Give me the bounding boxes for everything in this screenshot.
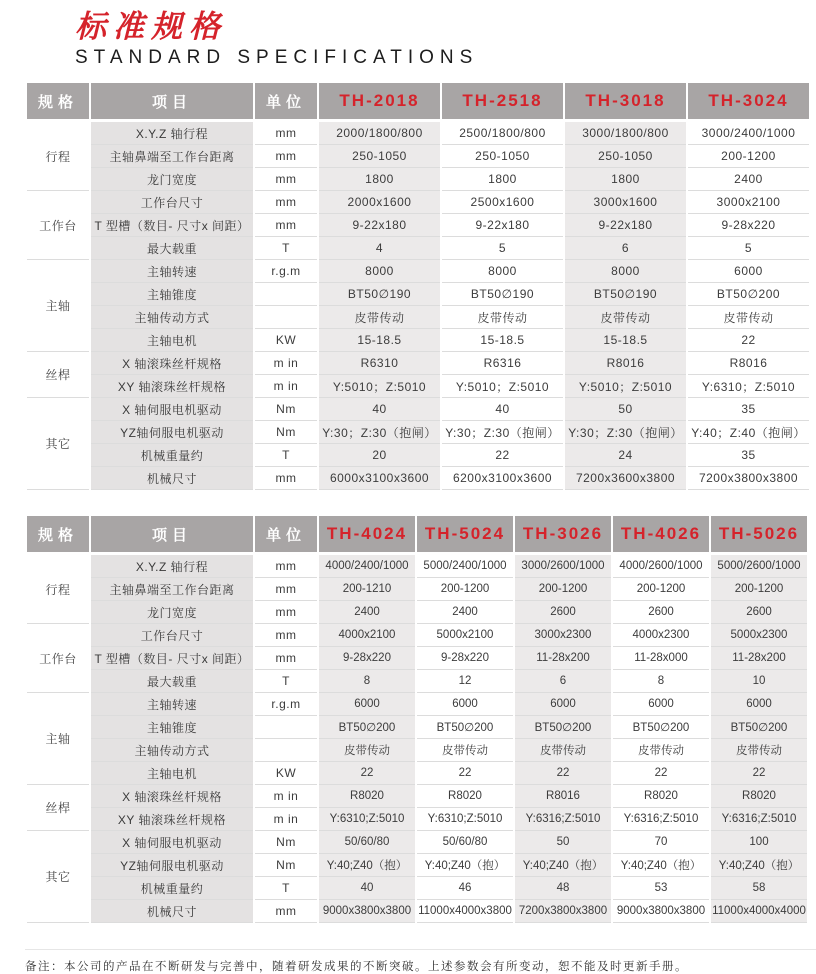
- col-head-model-TH-5026: TH-5026: [711, 516, 807, 555]
- spec-table-2-mount: [25, 516, 816, 923]
- unit-cell: r.g.m: [255, 260, 317, 283]
- unit-cell: [255, 739, 317, 762]
- unit-cell: [255, 283, 317, 306]
- value-cell: 11000x4000x3800: [417, 900, 513, 923]
- value-cell: 40: [319, 398, 440, 421]
- value-cell: BT50∅200: [319, 716, 415, 739]
- value-cell: 2000/1800/800: [319, 122, 440, 145]
- table-row: [27, 191, 809, 214]
- item-cell: 主轴鼻端至工作台距离: [91, 145, 253, 168]
- group-cell-丝桿: 丝桿: [27, 785, 89, 831]
- col-head-item: 项目: [91, 83, 253, 122]
- value-cell: BT50∅200: [417, 716, 513, 739]
- unit-cell: KW: [255, 329, 317, 352]
- table-row: [27, 739, 807, 762]
- spec-table-1: [25, 83, 811, 490]
- value-cell: 46: [417, 877, 513, 900]
- unit-cell: [255, 306, 317, 329]
- value-cell: 11-28x000: [613, 647, 709, 670]
- value-cell: 6: [565, 237, 686, 260]
- value-cell: 24: [565, 444, 686, 467]
- unit-cell: mm: [255, 555, 317, 578]
- table-row: [27, 145, 809, 168]
- item-cell: XY 轴滚珠丝杆规格: [91, 808, 253, 831]
- value-cell: BT50∅190: [565, 283, 686, 306]
- value-cell: 11000x4000x4000: [711, 900, 807, 923]
- table-row: [27, 260, 809, 283]
- value-cell: 4000x2100: [319, 624, 415, 647]
- value-cell: 200-1200: [613, 578, 709, 601]
- value-cell: 250-1050: [319, 145, 440, 168]
- table-row: [27, 670, 807, 693]
- table-body: [27, 122, 809, 490]
- col-head-model-TH-5024: TH-5024: [417, 516, 513, 555]
- value-cell: Y:5010；Z:5010: [319, 375, 440, 398]
- value-cell: 9-28x220: [417, 647, 513, 670]
- item-cell: XY 轴滚珠丝杆规格: [91, 375, 253, 398]
- value-cell: 22: [442, 444, 563, 467]
- value-cell: 1800: [565, 168, 686, 191]
- unit-cell: mm: [255, 647, 317, 670]
- value-cell: 2500/1800/800: [442, 122, 563, 145]
- value-cell: 5: [442, 237, 563, 260]
- value-cell: Y:5010；Z:5010: [565, 375, 686, 398]
- value-cell: 6200x3100x3600: [442, 467, 563, 490]
- table-row: [27, 375, 809, 398]
- item-cell: 主轴转速: [91, 260, 253, 283]
- value-cell: BT50∅200: [688, 283, 809, 306]
- table-row: [27, 831, 807, 854]
- value-cell: 2600: [515, 601, 611, 624]
- table-row: [27, 306, 809, 329]
- value-cell: BT50∅200: [711, 716, 807, 739]
- value-cell: 22: [319, 762, 415, 785]
- value-cell: 48: [515, 877, 611, 900]
- header-row: [27, 516, 807, 555]
- col-head-model-TH-4026: TH-4026: [613, 516, 709, 555]
- table-row: [27, 808, 807, 831]
- unit-cell: mm: [255, 191, 317, 214]
- value-cell: 9-28x220: [688, 214, 809, 237]
- value-cell: Y:40;Z40（抱）: [417, 854, 513, 877]
- group-cell-行程: 行程: [27, 555, 89, 624]
- group-cell-主轴: 主轴: [27, 693, 89, 785]
- table-row: [27, 785, 807, 808]
- value-cell: 40: [319, 877, 415, 900]
- table-body: [27, 555, 807, 923]
- value-cell: BT50∅200: [515, 716, 611, 739]
- table-header: [27, 83, 809, 122]
- value-cell: 4000x2300: [613, 624, 709, 647]
- value-cell: 7200x3800x3800: [688, 467, 809, 490]
- item-cell: 机械尺寸: [91, 467, 253, 490]
- value-cell: BT50∅190: [319, 283, 440, 306]
- value-cell: 1800: [442, 168, 563, 191]
- unit-cell: mm: [255, 900, 317, 923]
- value-cell: 3000/1800/800: [565, 122, 686, 145]
- value-cell: 6: [515, 670, 611, 693]
- value-cell: R6310: [319, 352, 440, 375]
- value-cell: 6000: [417, 693, 513, 716]
- title-block: [25, 8, 816, 69]
- page-title-en: STANDARD SPECIFICATIONS: [75, 47, 479, 69]
- item-cell: 龙门宽度: [91, 601, 253, 624]
- value-cell: 40: [442, 398, 563, 421]
- value-cell: 58: [711, 877, 807, 900]
- value-cell: Y:5010；Z:5010: [442, 375, 563, 398]
- unit-cell: mm: [255, 122, 317, 145]
- item-cell: X 轴伺服电机驱动: [91, 831, 253, 854]
- value-cell: 皮带传动: [319, 739, 415, 762]
- unit-cell: [255, 716, 317, 739]
- item-cell: YZ轴伺服电机驱动: [91, 421, 253, 444]
- value-cell: Y:6316;Z:5010: [613, 808, 709, 831]
- item-cell: 主轴传动方式: [91, 306, 253, 329]
- table-row: [27, 647, 807, 670]
- unit-cell: m in: [255, 808, 317, 831]
- value-cell: 50: [515, 831, 611, 854]
- value-cell: 50/60/80: [319, 831, 415, 854]
- value-cell: 250-1050: [565, 145, 686, 168]
- item-cell: X.Y.Z 轴行程: [91, 555, 253, 578]
- table-row: [27, 398, 809, 421]
- table-row: [27, 467, 809, 490]
- value-cell: Y:40;Z40（抱）: [515, 854, 611, 877]
- value-cell: 2400: [688, 168, 809, 191]
- value-cell: 2400: [417, 601, 513, 624]
- unit-cell: T: [255, 877, 317, 900]
- footnote: 备注：本公司的产品在不断研发与完善中，随着研发成果的不断突破。上述参数会有所变动，恕不能及时更新手册。: [25, 949, 816, 974]
- value-cell: 3000x1600: [565, 191, 686, 214]
- value-cell: 22: [417, 762, 513, 785]
- value-cell: Y:6316;Z:5010: [711, 808, 807, 831]
- table-row: [27, 122, 809, 145]
- value-cell: R8016: [688, 352, 809, 375]
- value-cell: 15-18.5: [565, 329, 686, 352]
- value-cell: 7200x3600x3800: [565, 467, 686, 490]
- value-cell: 70: [613, 831, 709, 854]
- value-cell: 9-22x180: [442, 214, 563, 237]
- value-cell: 10: [711, 670, 807, 693]
- table-row: [27, 854, 807, 877]
- value-cell: 3000x2300: [515, 624, 611, 647]
- value-cell: 9-22x180: [319, 214, 440, 237]
- value-cell: 3000/2600/1000: [515, 555, 611, 578]
- item-cell: X 轴伺服电机驱动: [91, 398, 253, 421]
- value-cell: Y:30；Z:30（抱闸）: [319, 421, 440, 444]
- value-cell: 50/60/80: [417, 831, 513, 854]
- item-cell: 主轴电机: [91, 329, 253, 352]
- unit-cell: m in: [255, 785, 317, 808]
- item-cell: 主轴传动方式: [91, 739, 253, 762]
- group-cell-工作台: 工作台: [27, 624, 89, 693]
- value-cell: Y:30；Z:30（抱闸）: [442, 421, 563, 444]
- value-cell: BT50∅190: [442, 283, 563, 306]
- table-row: [27, 283, 809, 306]
- unit-cell: mm: [255, 624, 317, 647]
- table-row: [27, 900, 807, 923]
- value-cell: 6000: [515, 693, 611, 716]
- header-row: [27, 83, 809, 122]
- col-head-model-TH-4024: TH-4024: [319, 516, 415, 555]
- value-cell: Y:40;Z40（抱）: [711, 854, 807, 877]
- col-head-model-TH-3018: TH-3018: [565, 83, 686, 122]
- item-cell: X 轴滚珠丝杆规格: [91, 352, 253, 375]
- value-cell: 200-1200: [417, 578, 513, 601]
- value-cell: 35: [688, 398, 809, 421]
- value-cell: 3000x2100: [688, 191, 809, 214]
- value-cell: 9-22x180: [565, 214, 686, 237]
- value-cell: 22: [688, 329, 809, 352]
- value-cell: 皮带传动: [319, 306, 440, 329]
- value-cell: 皮带传动: [442, 306, 563, 329]
- item-cell: 主轴电机: [91, 762, 253, 785]
- value-cell: 2400: [319, 601, 415, 624]
- value-cell: 5000x2100: [417, 624, 513, 647]
- table-row: [27, 624, 807, 647]
- table-row: [27, 444, 809, 467]
- item-cell: X 轴滚珠丝杆规格: [91, 785, 253, 808]
- table-row: [27, 168, 809, 191]
- table-row: [27, 716, 807, 739]
- item-cell: 主轴锥度: [91, 716, 253, 739]
- value-cell: 9000x3800x3800: [613, 900, 709, 923]
- value-cell: R8020: [711, 785, 807, 808]
- value-cell: 5000x2300: [711, 624, 807, 647]
- value-cell: 6000: [688, 260, 809, 283]
- value-cell: 35: [688, 444, 809, 467]
- value-cell: 5: [688, 237, 809, 260]
- value-cell: 200-1200: [688, 145, 809, 168]
- item-cell: 机械重量约: [91, 877, 253, 900]
- col-head-unit: 单位: [255, 516, 317, 555]
- table-row: [27, 329, 809, 352]
- value-cell: 250-1050: [442, 145, 563, 168]
- item-cell: 最大载重: [91, 237, 253, 260]
- value-cell: 8000: [565, 260, 686, 283]
- item-cell: 工作台尺寸: [91, 191, 253, 214]
- col-head-unit: 单位: [255, 83, 317, 122]
- item-cell: X.Y.Z 轴行程: [91, 122, 253, 145]
- value-cell: 11-28x200: [515, 647, 611, 670]
- group-cell-主轴: 主轴: [27, 260, 89, 352]
- value-cell: 4: [319, 237, 440, 260]
- value-cell: 9000x3800x3800: [319, 900, 415, 923]
- value-cell: 6000x3100x3600: [319, 467, 440, 490]
- value-cell: 皮带传动: [515, 739, 611, 762]
- value-cell: 皮带传动: [417, 739, 513, 762]
- table-row: [27, 693, 807, 716]
- value-cell: 5000/2600/1000: [711, 555, 807, 578]
- value-cell: 9-28x220: [319, 647, 415, 670]
- value-cell: 4000/2400/1000: [319, 555, 415, 578]
- value-cell: 50: [565, 398, 686, 421]
- value-cell: Y:6310;Z:5010: [319, 808, 415, 831]
- value-cell: 15-18.5: [319, 329, 440, 352]
- group-cell-工作台: 工作台: [27, 191, 89, 260]
- unit-cell: KW: [255, 762, 317, 785]
- value-cell: 6000: [319, 693, 415, 716]
- table-row: [27, 762, 807, 785]
- value-cell: 6000: [711, 693, 807, 716]
- unit-cell: mm: [255, 601, 317, 624]
- value-cell: 200-1210: [319, 578, 415, 601]
- table-header: [27, 516, 807, 555]
- value-cell: 4000/2600/1000: [613, 555, 709, 578]
- value-cell: 7200x3800x3800: [515, 900, 611, 923]
- value-cell: 皮带传动: [613, 739, 709, 762]
- value-cell: Y:40;Z40（抱）: [613, 854, 709, 877]
- unit-cell: T: [255, 237, 317, 260]
- value-cell: Y:6310;Z:5010: [417, 808, 513, 831]
- value-cell: R6316: [442, 352, 563, 375]
- unit-cell: mm: [255, 168, 317, 191]
- value-cell: 1800: [319, 168, 440, 191]
- value-cell: 8000: [319, 260, 440, 283]
- value-cell: 12: [417, 670, 513, 693]
- value-cell: Y:6310；Z:5010: [688, 375, 809, 398]
- unit-cell: Nm: [255, 831, 317, 854]
- col-head-item: 项目: [91, 516, 253, 555]
- item-cell: T 型槽（数目- 尺寸x 间距）: [91, 214, 253, 237]
- value-cell: 53: [613, 877, 709, 900]
- unit-cell: mm: [255, 145, 317, 168]
- unit-cell: Nm: [255, 421, 317, 444]
- table-row: [27, 237, 809, 260]
- group-cell-其它: 其它: [27, 831, 89, 923]
- col-head-spec: 规格: [27, 516, 89, 555]
- value-cell: 15-18.5: [442, 329, 563, 352]
- value-cell: R8016: [515, 785, 611, 808]
- value-cell: 8: [613, 670, 709, 693]
- value-cell: 皮带传动: [565, 306, 686, 329]
- item-cell: 机械重量约: [91, 444, 253, 467]
- value-cell: 2600: [711, 601, 807, 624]
- unit-cell: m in: [255, 352, 317, 375]
- value-cell: R8020: [319, 785, 415, 808]
- unit-cell: T: [255, 670, 317, 693]
- spec-table-2: [25, 516, 809, 923]
- unit-cell: m in: [255, 375, 317, 398]
- item-cell: 最大载重: [91, 670, 253, 693]
- unit-cell: Nm: [255, 854, 317, 877]
- value-cell: R8016: [565, 352, 686, 375]
- value-cell: 6000: [613, 693, 709, 716]
- item-cell: 主轴转速: [91, 693, 253, 716]
- col-head-model-TH-3026: TH-3026: [515, 516, 611, 555]
- col-head-model-TH-2518: TH-2518: [442, 83, 563, 122]
- value-cell: 20: [319, 444, 440, 467]
- item-cell: 龙门宽度: [91, 168, 253, 191]
- table-row: [27, 421, 809, 444]
- value-cell: R8020: [417, 785, 513, 808]
- unit-cell: r.g.m: [255, 693, 317, 716]
- value-cell: 100: [711, 831, 807, 854]
- unit-cell: T: [255, 444, 317, 467]
- item-cell: YZ轴伺服电机驱动: [91, 854, 253, 877]
- value-cell: 8000: [442, 260, 563, 283]
- table-row: [27, 214, 809, 237]
- value-cell: 200-1200: [711, 578, 807, 601]
- col-head-model-TH-2018: TH-2018: [319, 83, 440, 122]
- item-cell: 主轴鼻端至工作台距离: [91, 578, 253, 601]
- table-row: [27, 555, 807, 578]
- value-cell: 2000x1600: [319, 191, 440, 214]
- value-cell: 22: [613, 762, 709, 785]
- value-cell: Y:6316;Z:5010: [515, 808, 611, 831]
- value-cell: Y:30；Z:30（抱闸）: [565, 421, 686, 444]
- value-cell: 2500x1600: [442, 191, 563, 214]
- col-head-spec: 规格: [27, 83, 89, 122]
- item-cell: 工作台尺寸: [91, 624, 253, 647]
- value-cell: 5000/2400/1000: [417, 555, 513, 578]
- table-row: [27, 578, 807, 601]
- value-cell: 22: [515, 762, 611, 785]
- value-cell: 200-1200: [515, 578, 611, 601]
- spec-table-1-mount: [25, 83, 816, 490]
- group-cell-丝桿: 丝桿: [27, 352, 89, 398]
- value-cell: 皮带传动: [711, 739, 807, 762]
- value-cell: 11-28x200: [711, 647, 807, 670]
- value-cell: BT50∅200: [613, 716, 709, 739]
- value-cell: Y:40;Z40（抱）: [319, 854, 415, 877]
- value-cell: 8: [319, 670, 415, 693]
- col-head-model-TH-3024: TH-3024: [688, 83, 809, 122]
- item-cell: T 型槽（数目- 尺寸x 间距）: [91, 647, 253, 670]
- value-cell: R8020: [613, 785, 709, 808]
- unit-cell: Nm: [255, 398, 317, 421]
- page-title-cn: 标准规格: [75, 9, 227, 44]
- group-cell-其它: 其它: [27, 398, 89, 490]
- table-row: [27, 601, 807, 624]
- value-cell: 22: [711, 762, 807, 785]
- unit-cell: mm: [255, 467, 317, 490]
- table-row: [27, 877, 807, 900]
- value-cell: 2600: [613, 601, 709, 624]
- item-cell: 主轴锥度: [91, 283, 253, 306]
- item-cell: 机械尺寸: [91, 900, 253, 923]
- unit-cell: mm: [255, 214, 317, 237]
- group-cell-行程: 行程: [27, 122, 89, 191]
- value-cell: 皮带传动: [688, 306, 809, 329]
- unit-cell: mm: [255, 578, 317, 601]
- value-cell: 3000/2400/1000: [688, 122, 809, 145]
- value-cell: Y:40；Z:40（抱闸）: [688, 421, 809, 444]
- table-row: [27, 352, 809, 375]
